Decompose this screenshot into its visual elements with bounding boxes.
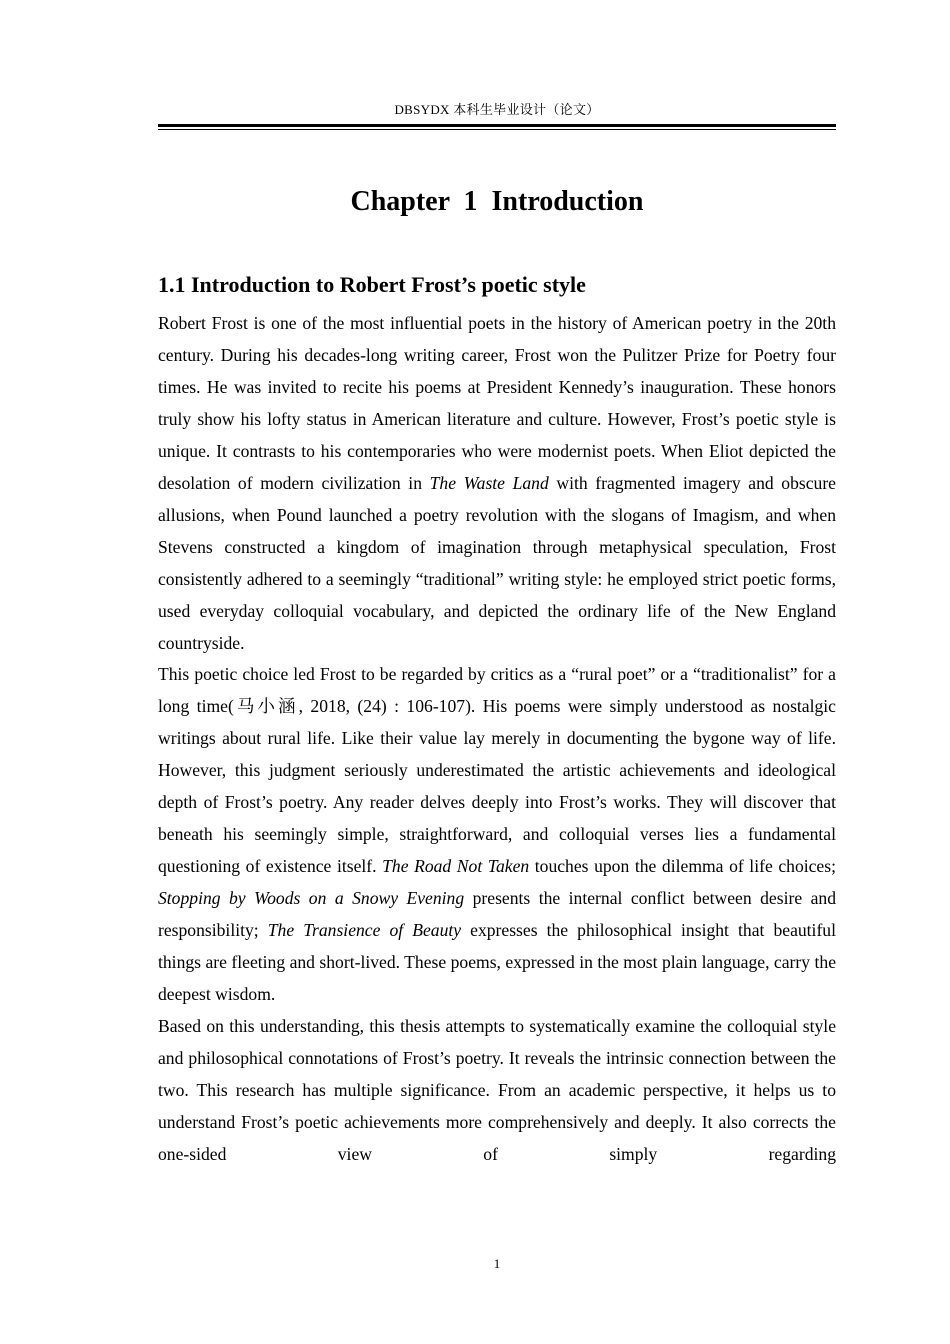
- paragraph-2: [158, 659, 836, 1010]
- paragraph-1: [158, 308, 836, 659]
- section-heading: 1.1 Introduction to Robert Frost’s poetic style: [158, 272, 586, 297]
- paragraph-2-text-b: touches upon the dilemma of life choices;: [529, 856, 836, 877]
- poem-title-the-transience-of-beauty: The Transience of Beauty: [267, 920, 462, 941]
- chapter-title: Chapter 1 Introduction: [350, 186, 644, 217]
- header-rule-thin: [158, 129, 836, 130]
- running-header: DBSYDX 本科生毕业设计（论文）: [394, 102, 600, 117]
- paragraph-3: Based on this understanding, this thesis attempts to systematically examine the colloquial style and philosophical connotations of Frost’s poetry. It reveals the intrinsic connection between the two. This research has multiple significance. From an academic perspective, it helps us to understand Frost’s poetic achievements more comprehensively and deeply. It also corrects the one-sided view of simply regarding: [158, 1015, 836, 1164]
- poem-title-stopping-by-woods: Stopping by Woods on a Snowy Evening: [158, 888, 465, 909]
- header-rule-thick: [158, 124, 836, 127]
- body-text: [158, 308, 836, 1171]
- paragraph-2-text-d: expresses the philosophical insight that beautiful things are fleeting and short-lived. These poems, expressed in the most plain language, carry the deepest wisdom.: [158, 920, 836, 1005]
- paragraph-1-text-b: with fragmented imagery and obscure allusions, when Pound launched a poetry revolution with the slogans of Imagism, and when Stevens constructed a kingdom of imagination through metaphysical speculation, Frost consistently adhered to a seemingly “traditional” writing style: he employed strict poetic forms, used everyday colloquial vocabulary, and depicted the ordinary life of the New England countryside.: [158, 472, 836, 653]
- poem-title-the-waste-land: The Waste Land: [429, 472, 549, 493]
- paragraph-2-text-c: presents the internal conflict between desire and responsibility;: [158, 888, 836, 941]
- poem-title-the-road-not-taken: The Road Not Taken: [382, 856, 530, 877]
- paragraph-1-text-a: Robert Frost is one of the most influential poets in the history of American poetry in the 20th century. During his decades-long writing career, Frost won the Pulitzer Prize for Poetry four times. He was invited to recite his poems at President Kennedy’s inauguration. These honors truly show his lofty status in American literature and culture. However, Frost’s poetic style is unique. It contrasts to his contemporaries who were modernist poets. When Eliot depicted the desolation of modern civilization in: [158, 313, 836, 493]
- paragraph-2-text-a: This poetic choice led Frost to be regarded by critics as a “rural poet” or a “traditionalist” for a long time(马小涵, 2018, (24) : 106-107). His poems were simply understood as nostalgic writings about rural life. Like their value lay merely in documenting the bygone way of life. However, this judgment seriously underestimated the artistic achievements and ideological depth of Frost’s poetry. Any reader delves deeply into Frost’s works. They will discover that beneath his seemingly simple, straightforward, and colloquial verses lies a fundamental questioning of existence itself.: [158, 664, 836, 877]
- page-number: 1: [493, 1256, 501, 1271]
